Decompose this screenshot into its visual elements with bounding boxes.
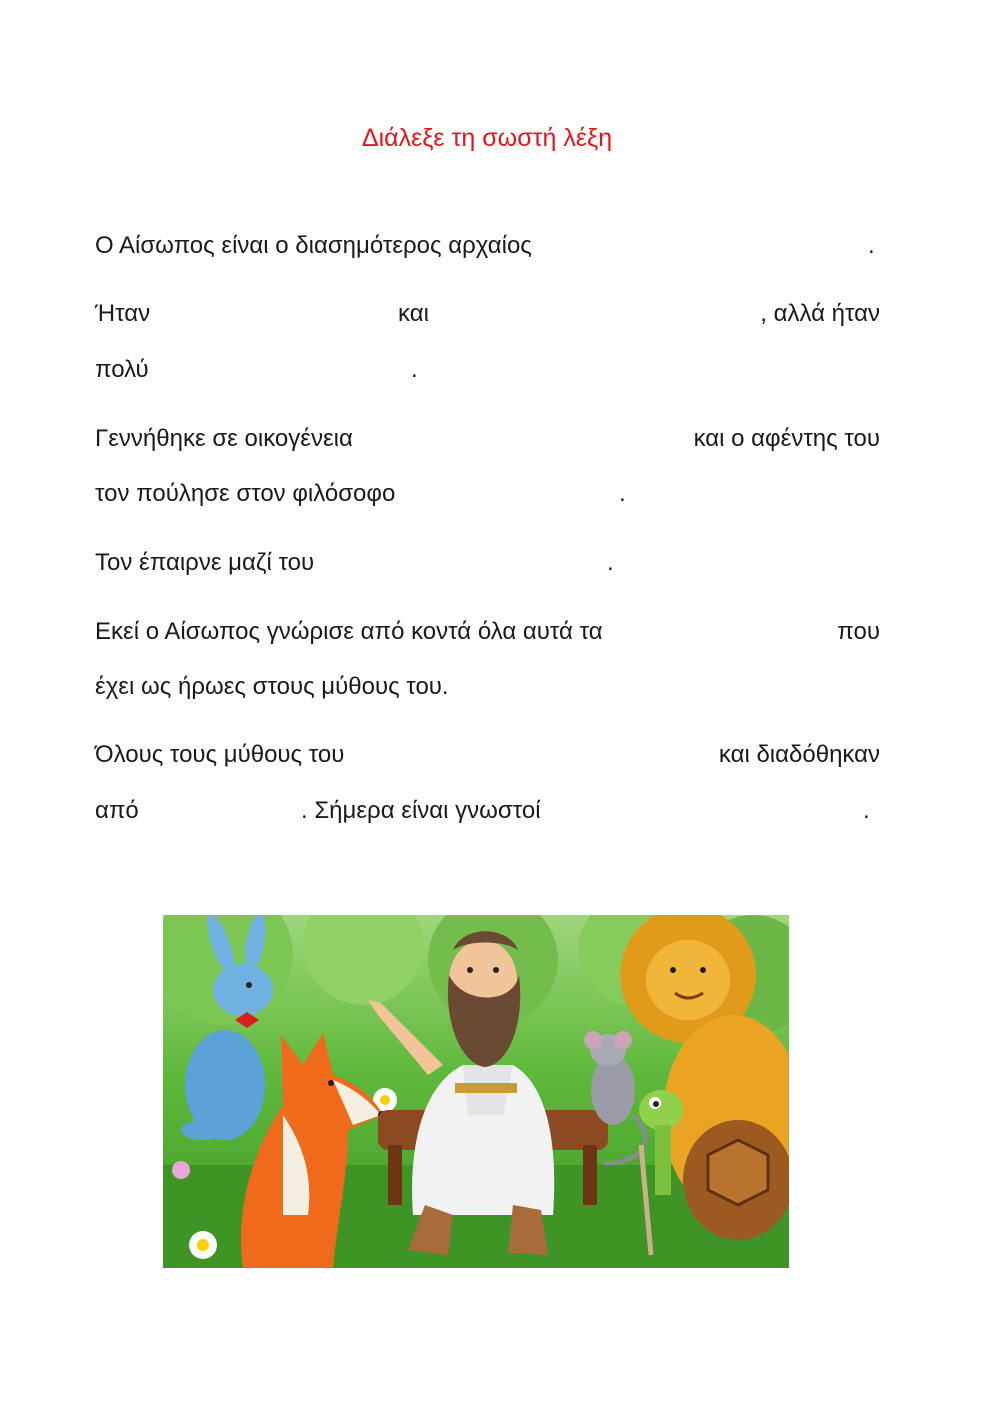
text-segment: πολύ [95,356,149,383]
sentence-line-10 [95,797,880,829]
text-segment: τον πούλησε στον φιλόσοφο [95,480,396,507]
blank-field-6[interactable] [465,482,619,512]
sentence-line-1 [95,232,880,264]
sentence-line-8 [95,673,880,705]
blank-field-9[interactable] [395,743,679,773]
sentence-line-2 [95,300,880,332]
text-segment: . [607,549,614,576]
text-segment: Τον έπαιρνε μαζί του [95,549,315,576]
blank-field-11[interactable] [595,799,864,829]
text-segment: που [837,618,880,645]
text-segment: Ήταν [95,300,151,327]
text-segment: Γεννήθηκε σε οικογένεια [95,425,353,452]
text-segment: και διαδόθηκαν [718,741,880,768]
sentence-line-6 [95,549,880,581]
text-segment: . [863,797,870,824]
text-segment: . [619,480,626,507]
blank-field-4[interactable] [165,358,409,388]
blank-field-2[interactable] [165,302,394,332]
text-segment: από [95,797,139,824]
text-segment: Εκεί ο Αίσωπος γνώρισε από κοντά όλα αυτά τα [95,618,603,645]
text-segment: και [398,300,429,327]
sentence-line-5 [95,480,880,512]
text-segment: . [411,356,418,383]
text-segment: Όλους τους μύθους του [95,741,345,768]
text-segment: και ο αφέντης του [693,425,880,452]
text-segment: , αλλά ήταν [760,300,880,327]
worksheet-title: Διάλεξε τη σωστή λέξη [361,124,613,152]
blank-field-8[interactable] [710,620,829,650]
sentence-line-7 [95,618,880,650]
aesop-with-animals-illustration [163,915,789,1268]
sentence-line-9 [95,741,880,773]
sentence-line-3 [95,356,880,388]
blank-field-10[interactable] [151,799,300,829]
text-segment: . [868,232,875,259]
sentence-line-4 [95,425,880,457]
text-segment: έχει ως ήρωες στους μύθους του. [95,673,449,700]
blank-field-1[interactable] [620,234,874,264]
text-segment: . Σήμερα είναι γνωστοί [301,797,541,824]
blank-field-7[interactable] [363,551,607,581]
blank-field-3[interactable] [445,302,734,332]
text-segment: Ο Αίσωπος είναι ο διασημότερος αρχαίος [95,232,532,259]
blank-field-5[interactable] [415,427,654,457]
